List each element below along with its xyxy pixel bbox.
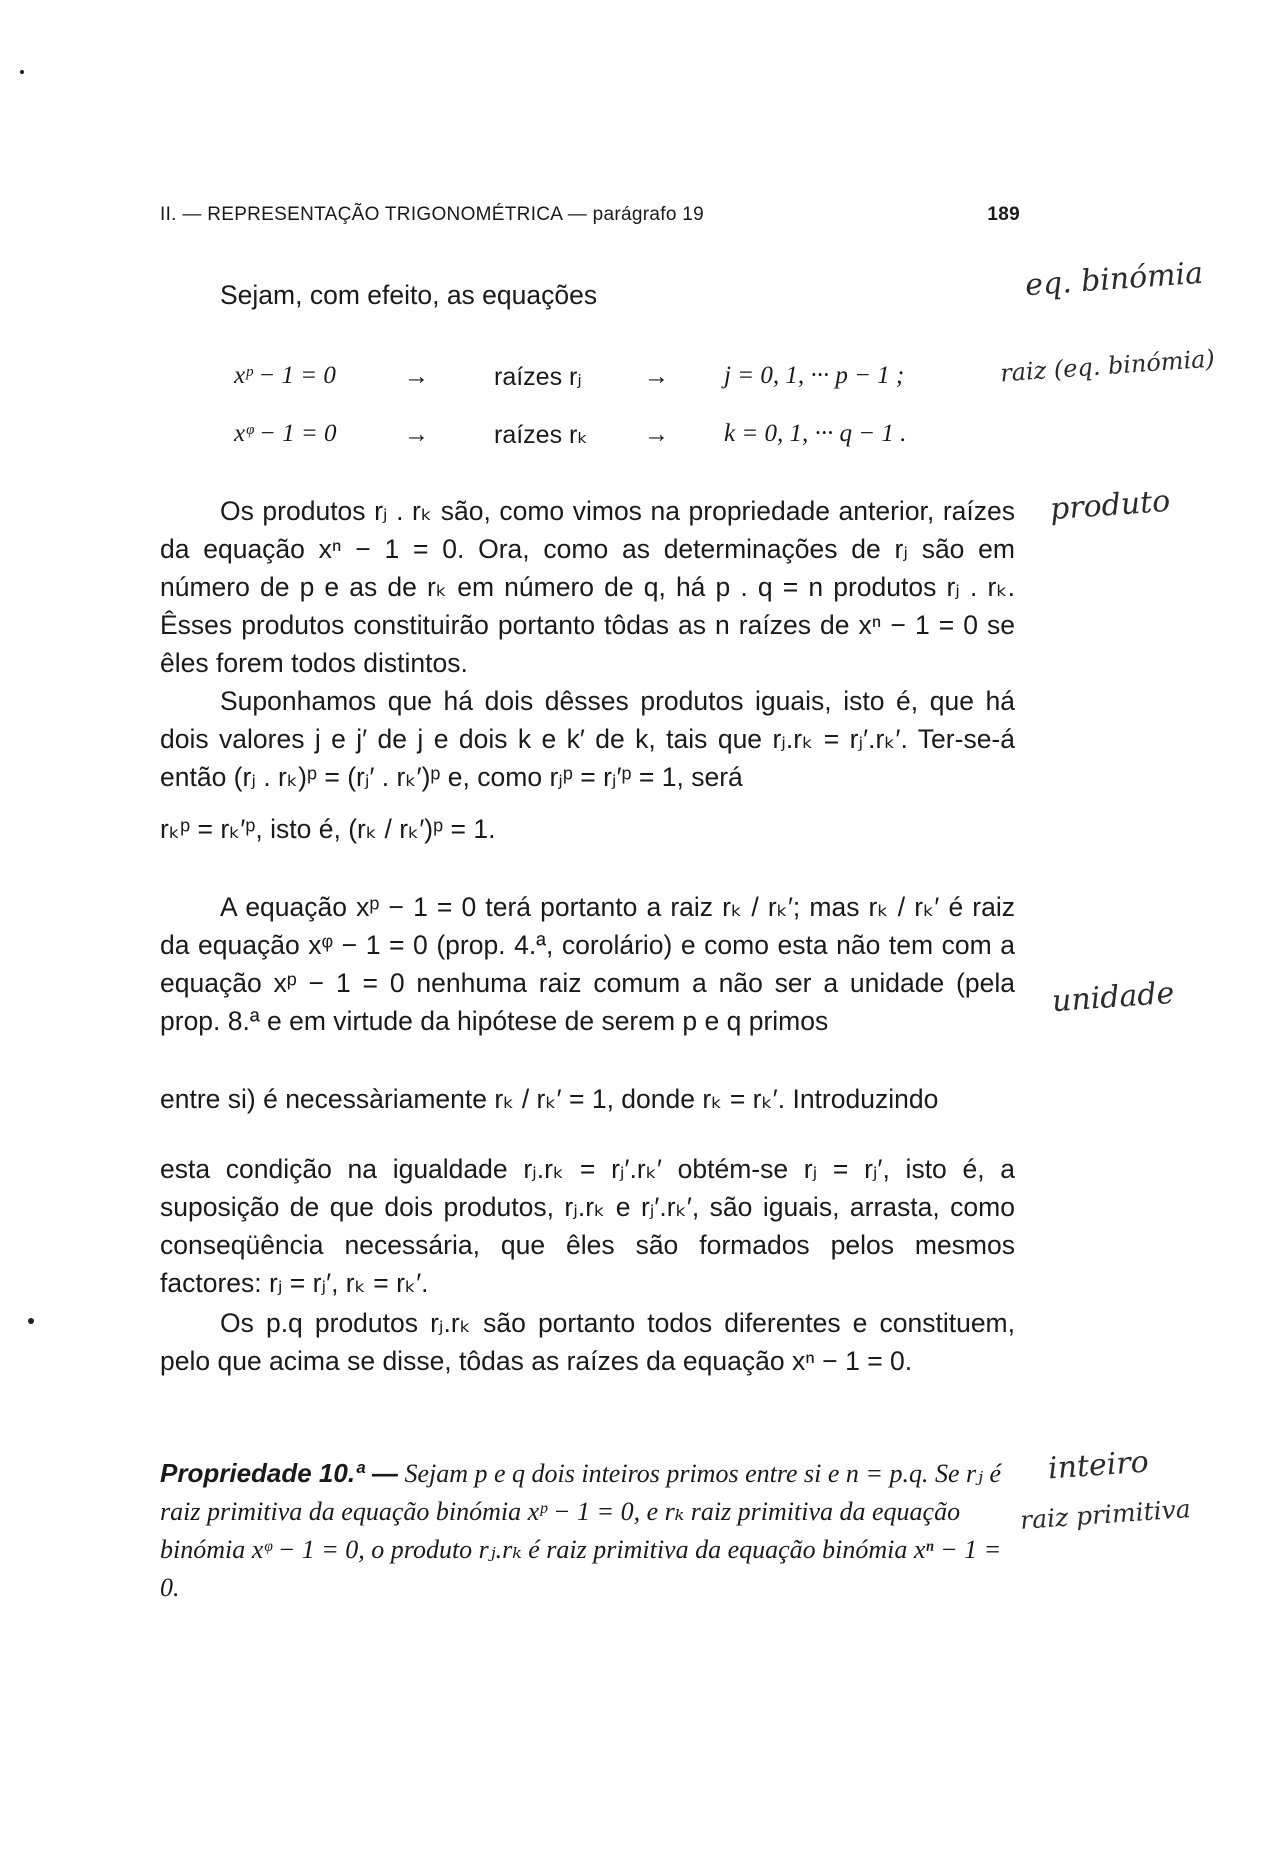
proposition-text: Sejam p e q dois inteiros primos entre si e n = p.q. Se rⱼ é raiz primitiva da equação binómia xᵖ − 1 = 0, e rₖ raiz primitiva da equação binómia xᵠ − 1 = 0, o produto rⱼ.rₖ é raiz primitiva da equação binómia xⁿ − 1 = 0. [160,1459,1002,1602]
scan-speck [20,70,24,74]
margin-note-2: raiz (eq. binómia) [999,344,1216,388]
paragraph-root-ratio: A equação xᵖ − 1 = 0 terá portanto a raiz rₖ / rₖ′; mas rₖ / rₖ′ é raiz da equação xᵠ − 1 = 0 (prop. 4.ª, corolário) e como esta não tem com a equação xᵖ − 1 = 0 nenhuma raiz comum a não ser a unidade (pela prop. 8.ª e em virtude da hipótese de serem p e q primos [160,892,1015,1036]
eq1-arrow: → [404,362,429,390]
formula-ratio: rₖᵖ = rₖ′ᵖ, isto é, (rₖ / rₖ′)ᵖ = 1. [160,814,496,844]
eq1-range: j = 0, 1, ··· p − 1 ; [724,362,905,389]
page-number: 189 [987,204,1020,225]
margin-note-6: raiz primitiva [1019,1494,1192,1535]
running-header [160,204,1020,226]
eq2-lhs: xᵠ − 1 = 0 [234,420,337,447]
scan-speck [28,1318,34,1324]
margin-note-5: inteiro [1046,1444,1150,1487]
eq1-lhs: xᵖ − 1 = 0 [234,362,336,389]
eq2-arrow2: → [644,420,669,448]
paragraph-condition: esta condição na igualdade rⱼ.rₖ = rⱼ′.rₖ′ obtém-se rⱼ = rⱼ′, isto é, a suposição de que dois produtos, rⱼ.rₖ e rⱼ′.rₖ′, são iguais, arrasta, como conseqüência necessária, que êles são formados pelos mesmos factores: rⱼ = rⱼ′, rₖ = rₖ′. [160,1154,1015,1298]
intro-line [160,276,1015,314]
paragraph-conclusion: Os p.q produtos rⱼ.rₖ são portanto todos diferentes e constituem, pelo que acima se disse, tôdas as raízes da equação xⁿ − 1 = 0. [160,1308,1015,1376]
margin-note-3: produto [1048,483,1172,528]
eq2-roots: raízes rₖ [494,421,588,449]
paragraph-coprime: entre si) é necessàriamente rₖ / rₖ′ = 1, donde rₖ = rₖ′. Introduzindo [160,1084,939,1114]
proposition-title: Propriedade 10.ª — [160,1458,398,1488]
running-head-title: II. — REPRESENTAÇÃO TRIGONOMÉTRICA — parágrafo 19 [160,204,705,225]
eq2-arrow: → [404,420,429,448]
paragraph-suppose: Suponhamos que há dois dêsses produtos iguais, isto é, que há dois valores j e j′ de j e dois k e k′ de k, tais que rⱼ.rₖ = rⱼ′.rₖ′. Ter-se-á então (rⱼ . rₖ)ᵖ = (rⱼ′ . rₖ′)ᵖ e, como rⱼᵖ = rⱼ′ᵖ = 1, será [160,686,1015,792]
margin-note-4: unidade [1050,975,1176,1020]
paragraph-products: Os produtos rⱼ . rₖ são, como vimos na propriedade anterior, raízes da equação xⁿ − 1 = 0. Ora, como as determinações de rⱼ são em número de p e as de rₖ em número de q, há p . q = n produtos rⱼ . rₖ. Êsses produtos constituirão portanto tôdas as n raízes de xⁿ − 1 = 0 se êles forem todos distintos. [160,496,1015,678]
eq1-arrow2: → [644,362,669,390]
intro-text: Sejam, com efeito, as equações [220,280,598,310]
proposition-10 [160,1454,1015,1607]
margin-note-1: eq. binómia [1023,255,1205,304]
eq2-range: k = 0, 1, ··· q − 1 . [724,420,907,447]
eq1-roots: raízes rⱼ [494,363,582,391]
